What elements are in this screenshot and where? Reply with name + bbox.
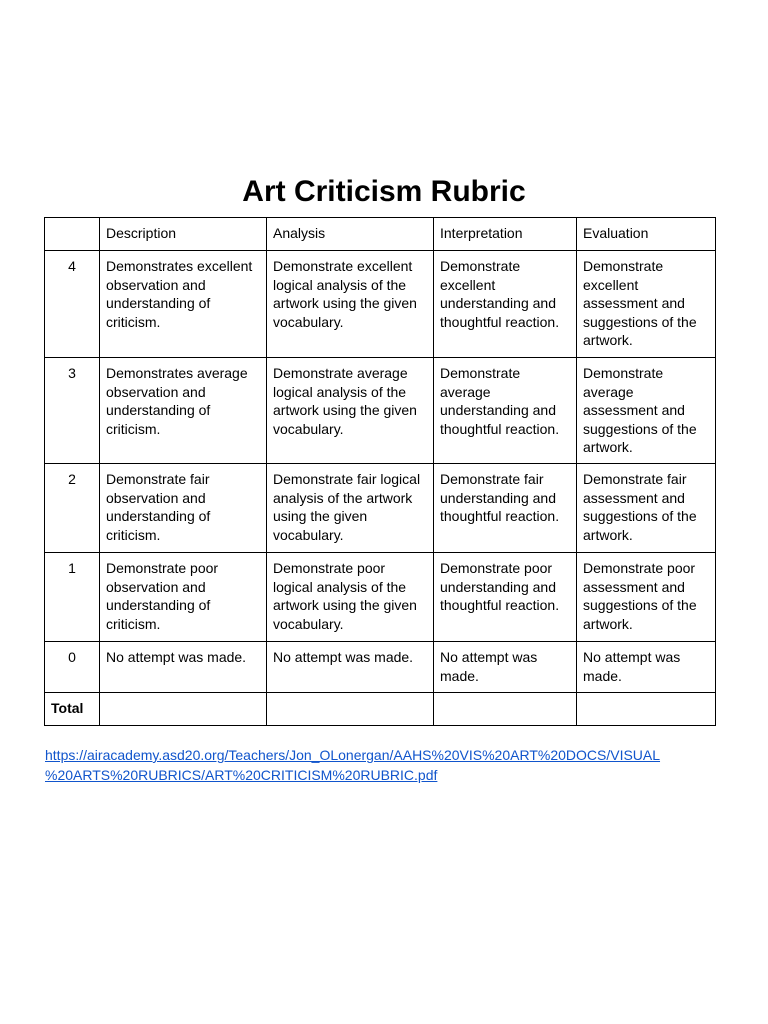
interpretation-cell: Demonstrate average understanding and thoughtful reaction.: [434, 358, 577, 464]
source-link-line-1[interactable]: https://airacademy.asd20.org/Teachers/Jon_OLonergan/AAHS%20VIS%20ART%20DOCS/VISUAL: [45, 747, 661, 763]
description-cell: Demonstrates average observation and understanding of criticism.: [100, 358, 267, 464]
score-cell: 0: [45, 642, 100, 693]
column-header-evaluation: Evaluation: [577, 218, 716, 251]
analysis-cell: No attempt was made.: [267, 642, 434, 693]
page-title: Art Criticism Rubric: [242, 175, 526, 208]
table-header-row: [45, 218, 716, 251]
evaluation-cell: Demonstrate average assessment and suggestions of the artwork.: [577, 358, 716, 464]
rubric-table: [44, 217, 716, 726]
table-row: [45, 642, 716, 693]
analysis-cell: Demonstrate fair logical analysis of the artwork using the given vocabulary.: [267, 464, 434, 553]
source-link[interactable]: [45, 745, 725, 785]
column-header-analysis: Analysis: [267, 218, 434, 251]
table-row: [45, 358, 716, 464]
description-cell: Demonstrate poor observation and understanding of criticism.: [100, 553, 267, 642]
interpretation-cell: Demonstrate fair understanding and thoughtful reaction.: [434, 464, 577, 553]
column-header-description: Description: [100, 218, 267, 251]
analysis-cell: Demonstrate poor logical analysis of the artwork using the given vocabulary.: [267, 553, 434, 642]
analysis-cell: Demonstrate average logical analysis of the artwork using the given vocabulary.: [267, 358, 434, 464]
score-cell: 4: [45, 251, 100, 358]
table-row: [45, 464, 716, 553]
interpretation-cell: Demonstrate excellent understanding and thoughtful reaction.: [434, 251, 577, 358]
column-header-score: [45, 218, 100, 251]
evaluation-cell: Demonstrate excellent assessment and suggestions of the artwork.: [577, 251, 716, 358]
total-label-cell: Total: [45, 693, 100, 726]
description-cell: Demonstrates excellent observation and understanding of criticism.: [100, 251, 267, 358]
score-cell: 3: [45, 358, 100, 464]
evaluation-cell: No attempt was made.: [577, 642, 716, 693]
evaluation-cell: Demonstrate poor assessment and suggestions of the artwork.: [577, 553, 716, 642]
total-row: [45, 693, 716, 726]
column-header-interpretation: Interpretation: [434, 218, 577, 251]
total-analysis-cell: [267, 693, 434, 726]
description-cell: No attempt was made.: [100, 642, 267, 693]
total-evaluation-cell: [577, 693, 716, 726]
evaluation-cell: Demonstrate fair assessment and suggestions of the artwork.: [577, 464, 716, 553]
source-link-line-2[interactable]: %20ARTS%20RUBRICS/ART%20CRITICISM%20RUBRIC.pdf: [45, 767, 438, 783]
score-cell: 1: [45, 553, 100, 642]
score-cell: 2: [45, 464, 100, 553]
interpretation-cell: No attempt was made.: [434, 642, 577, 693]
total-interpretation-cell: [434, 693, 577, 726]
analysis-cell: Demonstrate excellent logical analysis of the artwork using the given vocabulary.: [267, 251, 434, 358]
description-cell: Demonstrate fair observation and understanding of criticism.: [100, 464, 267, 553]
table-row: [45, 251, 716, 358]
total-description-cell: [100, 693, 267, 726]
interpretation-cell: Demonstrate poor understanding and thoughtful reaction.: [434, 553, 577, 642]
table-row: [45, 553, 716, 642]
